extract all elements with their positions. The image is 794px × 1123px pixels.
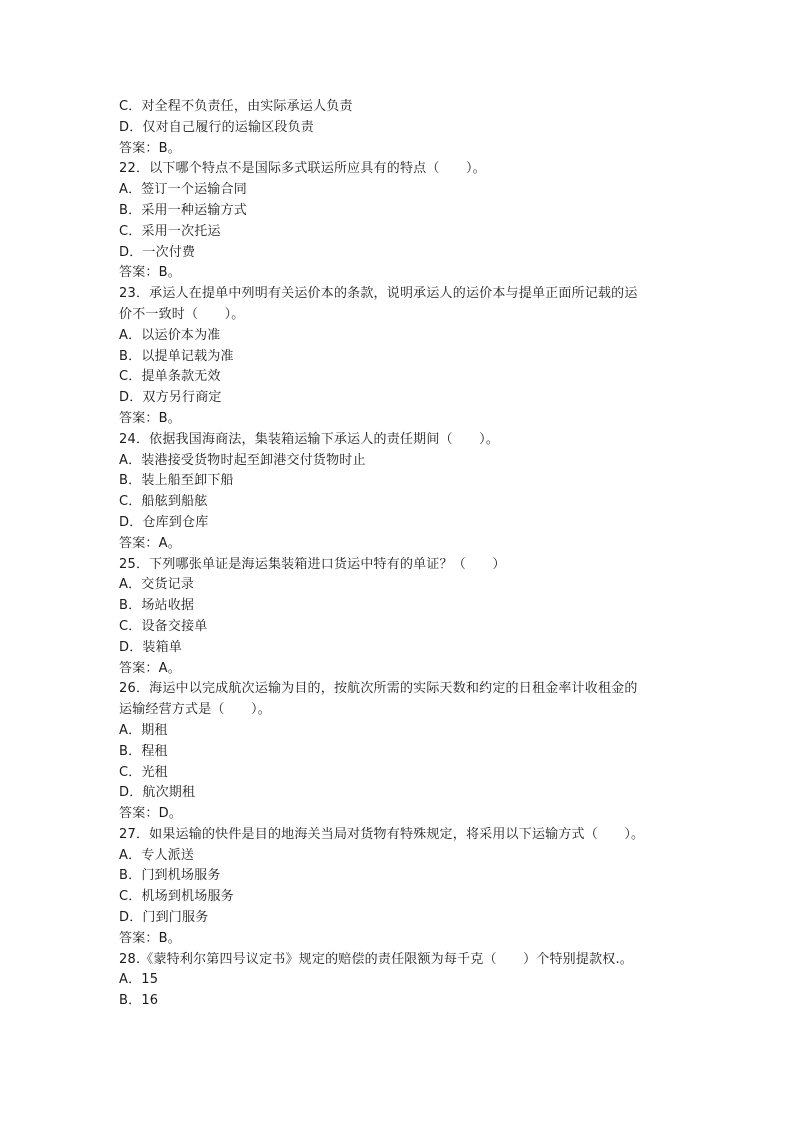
option-b-line: B．以提单记载为准: [119, 348, 234, 364]
option-c-line: C．提单条款无效: [119, 369, 221, 385]
option-a-line: A．装港接受货物时起至卸港交付货物时止: [119, 452, 366, 468]
option-d-line: D．一次付费: [119, 244, 196, 260]
option-d-line: D．双方另行商定: [119, 390, 222, 406]
option-d-line: D．航次期租: [119, 785, 196, 801]
question-25: 25．下列哪张单证是海运集装箱进口货运中特有的单证？（ ）: [119, 556, 506, 572]
answer-line: 答案：B。: [119, 930, 181, 946]
option-b-line: B．采用一种运输方式: [119, 202, 247, 218]
answer-line: 答案：B。: [119, 140, 181, 156]
option-c-line: C．机场到机场服务: [119, 889, 234, 905]
answer-line: 答案：B。: [119, 410, 181, 426]
option-a-line: A．交货记录: [119, 577, 195, 593]
option-d-line: D．装箱单: [119, 639, 183, 655]
option-c-line: C．船舷到船舷: [119, 494, 208, 510]
question-22: 22．以下哪个特点不是国际多式联运所应具有的特点（ ）。: [119, 161, 486, 177]
option-b-line: B．装上船至卸下船: [119, 473, 234, 489]
question-28: 28.《蒙特利尔第四号议定书》规定的赔偿的责任限额为每千克（ ）个特别提款权.。: [119, 951, 634, 967]
option-d-line: D．门到门服务: [119, 910, 209, 926]
question-24: 24．依据我国海商法，集装箱运输下承运人的责任期间（ ）。: [119, 431, 500, 447]
option-c-line: C．对全程不负责任，由实际承运人负责: [119, 99, 353, 114]
option-c-line: C．光租: [119, 764, 168, 780]
question-23: 23．承运人在提单中列明有关运价本的条款，说明承运人的运价本与提单正面所记载的运: [119, 286, 638, 302]
option-a-line: A．15: [119, 972, 159, 988]
option-c-line: C．设备交接单: [119, 618, 208, 634]
option-c-line: C．采用一次托运: [119, 223, 221, 239]
option-a-line: A．期租: [119, 722, 168, 738]
option-d-line: D．仅对自己履行的运输区段负责: [119, 119, 315, 135]
question-26: 26．海运中以完成航次运输为目的，按航次所需的实际天数和约定的日租金率计收租金的: [119, 681, 638, 697]
answer-line: 答案：A。: [119, 660, 181, 676]
option-b-line: B．门到机场服务: [119, 868, 221, 884]
option-d-line: D．仓库到仓库: [119, 514, 209, 530]
option-b-line: B．程租: [119, 743, 168, 759]
answer-line: 答案：A。: [119, 535, 181, 551]
option-b-line: B．场站收据: [119, 598, 195, 614]
option-a-line: A．专人派送: [119, 847, 195, 863]
option-a-line: A．签订一个运输合同: [119, 182, 247, 198]
option-a-line: A．以运价本为准: [119, 327, 221, 343]
question-26-continued: 运输经营方式是（ ）。: [119, 702, 271, 718]
question-27: 27．如果运输的快件是目的地海关当局对货物有特殊规定，将采用以下运输方式（ ）。: [119, 826, 645, 842]
document-page: [119, 97, 679, 1012]
option-b-line: B．16: [119, 993, 159, 1009]
answer-line: 答案：B。: [119, 265, 181, 281]
answer-line: 答案：D。: [119, 806, 183, 822]
question-23-continued: 价不一致时（ ）。: [119, 306, 245, 322]
